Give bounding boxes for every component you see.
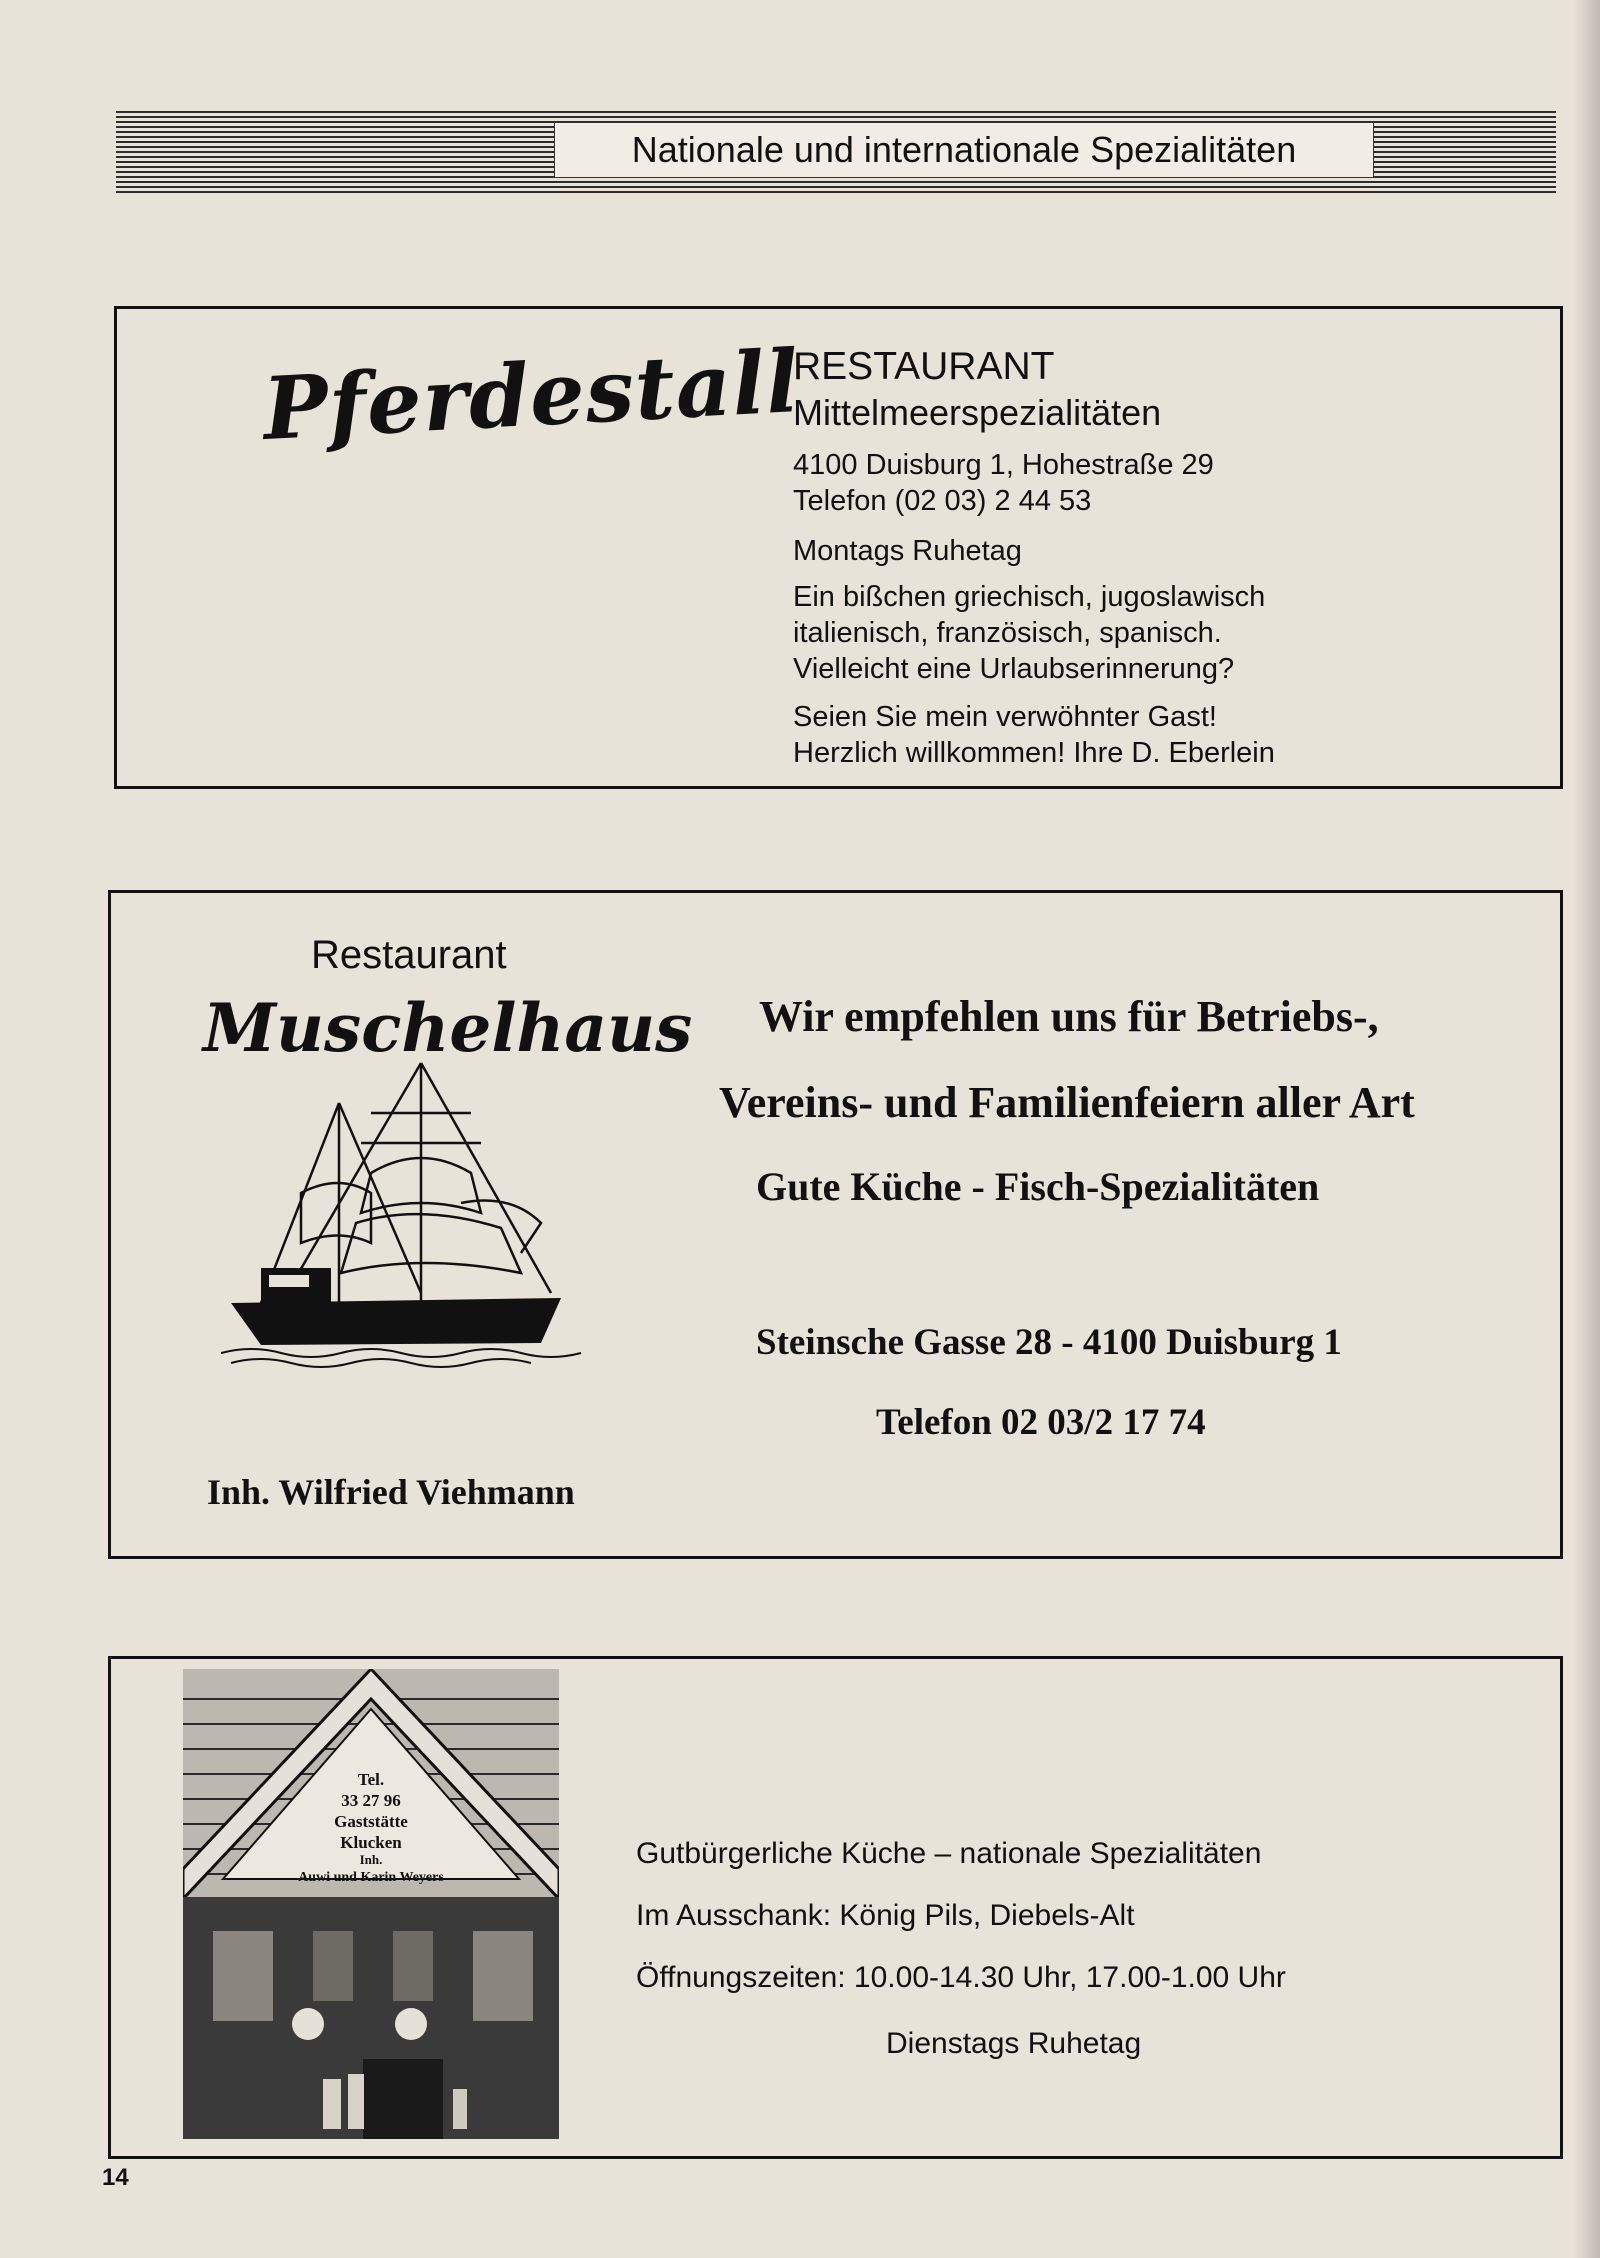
sign-line: 33 27 96 (341, 1791, 401, 1810)
restaurant-label: Restaurant (311, 933, 507, 977)
text-line: Herzlich willkommen! Ihre D. Eberlein (793, 737, 1275, 769)
ad-pferdestall (114, 306, 1563, 789)
text-line: Seien Sie mein verwöhnter Gast! (793, 701, 1217, 733)
page-edge-shadow (1574, 0, 1600, 2258)
restaurant-sign (183, 1769, 559, 1888)
phone: Telefon (02 03) 2 44 53 (793, 485, 1092, 517)
page-number: 14 (102, 2164, 129, 2191)
closed-day: Montags Ruhetag (793, 535, 1022, 567)
sign-line: Inh. (359, 1852, 383, 1867)
restaurant-subtitle: Mittelmeerspezialitäten (793, 392, 1162, 433)
closed-day: Dienstags Ruhetag (886, 2027, 1142, 2060)
sign-line: Tel. (357, 1770, 385, 1789)
restaurant-type: RESTAURANT (793, 345, 1055, 388)
section-title: Nationale und internationale Spezialitäten (554, 122, 1374, 178)
address: 4100 Duisburg 1, Hohestraße 29 (793, 449, 1214, 481)
owner-name: Inh. Wilfried Viehmann (207, 1472, 575, 1512)
restaurant-photo (183, 1669, 559, 2139)
sign-line: Gaststätte (334, 1812, 408, 1831)
building-facade-image (183, 1669, 559, 2139)
headline-line: Wir empfehlen uns für Betriebs-, (759, 992, 1379, 1041)
fishing-boat-illustration (221, 1053, 601, 1373)
pferdestall-logo: Pferdestall (260, 331, 803, 460)
ad-muschelhaus (108, 890, 1563, 1559)
ad-klucken (108, 1656, 1563, 2159)
sign-line: Klucken (340, 1833, 402, 1852)
text-line: Ein bißchen griechisch, jugoslawisch (793, 581, 1266, 613)
text-line: italienisch, französisch, spanisch. (793, 617, 1222, 649)
sign-line: Auwi und Karin Weyers (298, 1870, 444, 1885)
specialties: Gute Küche - Fisch-Spezialitäten (756, 1164, 1320, 1209)
opening-hours: Öffnungszeiten: 10.00-14.30 Uhr, 17.00-1.00 Uhr (636, 1961, 1286, 1994)
muschelhaus-logo: Muschelhaus (203, 989, 693, 1067)
text-line: Vielleicht eine Urlaubserinnerung? (793, 653, 1235, 685)
cuisine-line: Gutbürgerliche Küche – nationale Spezialitäten (636, 1837, 1262, 1870)
address: Steinsche Gasse 28 - 4100 Duisburg 1 (756, 1322, 1342, 1363)
beer-line: Im Ausschank: König Pils, Diebels-Alt (636, 1899, 1135, 1932)
section-header-band (116, 108, 1556, 194)
phone: Telefon 02 03/2 17 74 (876, 1402, 1206, 1443)
headline-line: Vereins- und Familienfeiern aller Art (719, 1078, 1415, 1127)
